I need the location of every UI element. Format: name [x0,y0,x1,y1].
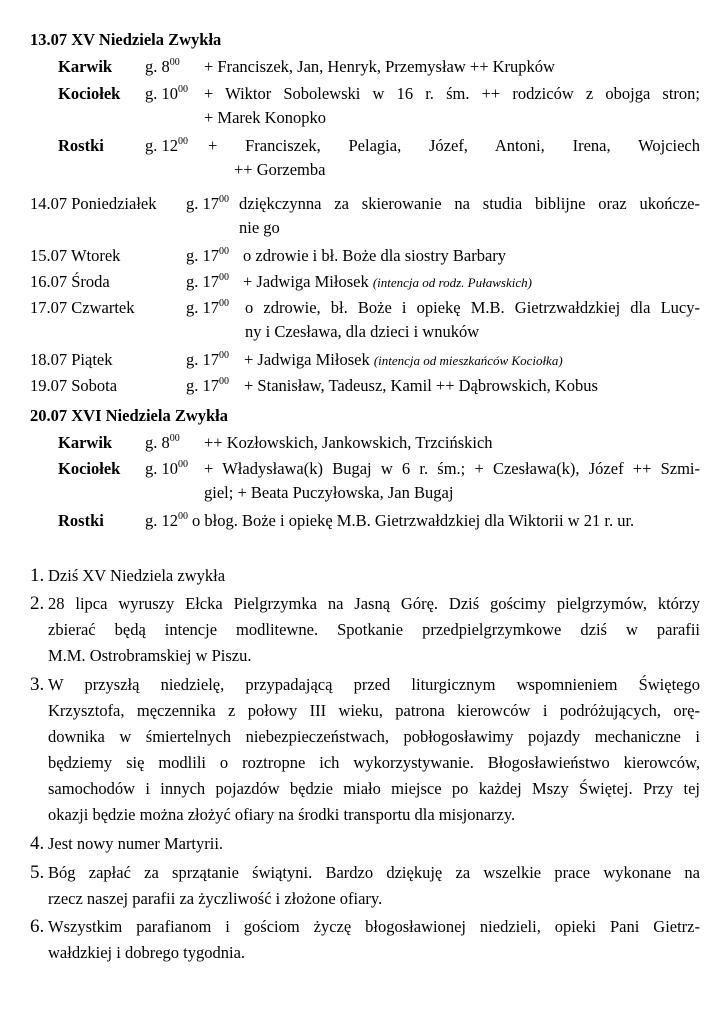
weekday-intention-cont: nie go [239,218,280,237]
announcement-text: Bóg zapłać za sprzątanie świątyni. Bardzo dziękuję za wszelkie prace wykonane na [48,863,700,882]
announcement-text: rzecz naszej parafii za życzliwość i złożone ofiary. [48,889,383,908]
mass-time: g. $10^{00}$ [145,84,188,103]
weekday-day: 18.07 Piątek [30,350,113,369]
weekday-intention: o zdrowie, bł. Boże i opiekę M.B. Gietrzwałdzkiej dla Lucy- [245,298,700,317]
announcement-number: 6. [30,916,45,937]
mass-place: Karwik [58,57,113,76]
announcement-text: Jest nowy numer Martyrii. [48,834,224,853]
announcement-number: 1. [30,565,45,586]
weekday-intention: + Stanisław, Tadeusz, Kamil ++ Dąbrowskich, Kobus [244,376,598,395]
announcement-text: M.M. Ostrobramskiej w Piszu. [48,646,252,665]
weekday-time: g. $17^{00}$ [186,272,229,291]
mass-place: Kociołek [58,84,121,103]
announcement-text: downika w śmiertelnych niebezpieczeństwach, pobłogosławimy pojazdy mechaniczne i [48,727,700,746]
weekday-intention: dziękczynna za skierowanie na studia biblijne oraz ukończe- [239,194,700,213]
weekday-intention-cont: ny i Czesława, dla dzieci i wnuków [245,322,480,341]
weekday-day: 15.07 Wtorek [30,246,121,265]
mass-intention: o błog. Boże i opiekę M.B. Gietrzwałdzkiej dla Wiktorii w 21 r. ur. [192,511,635,530]
weekday-intention: o zdrowie i bł. Boże dla siostry Barbary [243,246,507,265]
mass-place: Rostki [58,511,104,530]
weekday-time: g. $17^{00}$ [186,298,229,317]
announcement-text: 28 lipca wyruszy Ełcka Pielgrzymka na Jasną Górę. Dziś gościmy pielgrzymów, którzy [48,594,700,613]
mass-time: g. $8^{00}$ [145,433,180,452]
weekday-day: 17.07 Czwartek [30,298,135,317]
weekday-day: 19.07 Sobota [30,376,118,395]
mass-intention: ++ Kozłowskich, Jankowskich, Trzcińskich [204,433,493,452]
mass-intention-cont: giel; + Beata Puczyłowska, Jan Bugaj [204,483,454,502]
weekday-day: 14.07 Poniedziałek [30,194,157,213]
announcement-text: zbierać będą intencje modlitewne. Spotkanie przedpielgrzymkowe dziś w parafii [48,620,700,639]
mass-time: g. $12^{00}$ [145,136,188,155]
mass-intention: + Wiktor Sobolewski w 16 r. śm. ++ rodziców z obojga stron; [204,84,700,103]
weekday-time: g. $17^{00}$ [186,350,229,369]
mass-place: Rostki [58,136,104,155]
sunday-1-header: 13.07 XV Niedziela Zwykła [30,30,222,49]
sunday-2-header: 20.07 XVI Niedziela Zwykła [30,406,228,425]
mass-intention-cont: ++ Gorzemba [234,160,326,179]
weekday-time: g. $17^{00}$ [186,246,229,265]
announcement-number: 5. [30,862,45,883]
weekday-intention: + Jadwiga Miłosek (intencja od mieszkańców Kociołka) [244,350,563,369]
announcement-text: wałdzkiej i dobrego tygodnia. [48,943,246,962]
weekday-time: g. $17^{00}$ [186,194,229,213]
mass-intention: + Franciszek, Jan, Henryk, Przemysław ++ Krupków [204,57,555,76]
intention-note: (intencja od mieszkańców Kociołka) [373,353,563,368]
mass-place: Karwik [58,433,113,452]
weekday-time: g. $17^{00}$ [186,376,229,395]
weekday-intention: + Jadwiga Miłosek (intencja od rodz. Puławskich) [243,272,532,291]
announcement-text: Dziś XV Niedziela zwykła [48,566,226,585]
mass-intention-cont: + Marek Konopko [204,108,327,127]
intention-note: (intencja od rodz. Puławskich) [372,275,532,290]
mass-time: g. $12^{00}$ [145,511,188,530]
announcement-number: 3. [30,674,45,695]
announcement-text: samochodów i innych pojazdów będzie miało miejsce po każdej Mszy Świętej. Przy tej [48,779,700,798]
announcement-number: 4. [30,833,45,854]
announcement-text: okazji będzie można złożyć ofiary na środki transportu dla misjonarzy. [48,805,516,824]
announcement-text: Krzysztofa, męczennika z połowy III wieku, patrona kierowców i podróżujących, orę- [48,701,700,720]
mass-time: g. $10^{00}$ [145,459,188,478]
announcement-text: W przyszłą niedzielę, przypadającą przed liturgicznym wspomnieniem Świętego [48,675,700,694]
weekday-day: 16.07 Środa [30,272,110,291]
announcement-number: 2. [30,593,45,614]
announcement-text: Wszystkim parafianom i gościom życzę błogosławionej niedzieli, opieki Pani Gietrz- [48,917,700,936]
mass-place: Kociołek [58,459,121,478]
announcement-text: będziemy się modlili o roztropne ich wykorzystywanie. Błogosławieństwo kierowców, [48,753,700,772]
mass-intention: + Franciszek, Pelagia, Józef, Antoni, Irena, Wojciech [208,136,700,155]
mass-intention: + Władysława(k) Bugaj w 6 r. śm.; + Czesława(k), Józef ++ Szmi- [204,459,700,478]
mass-time: g. $8^{00}$ [145,57,180,76]
